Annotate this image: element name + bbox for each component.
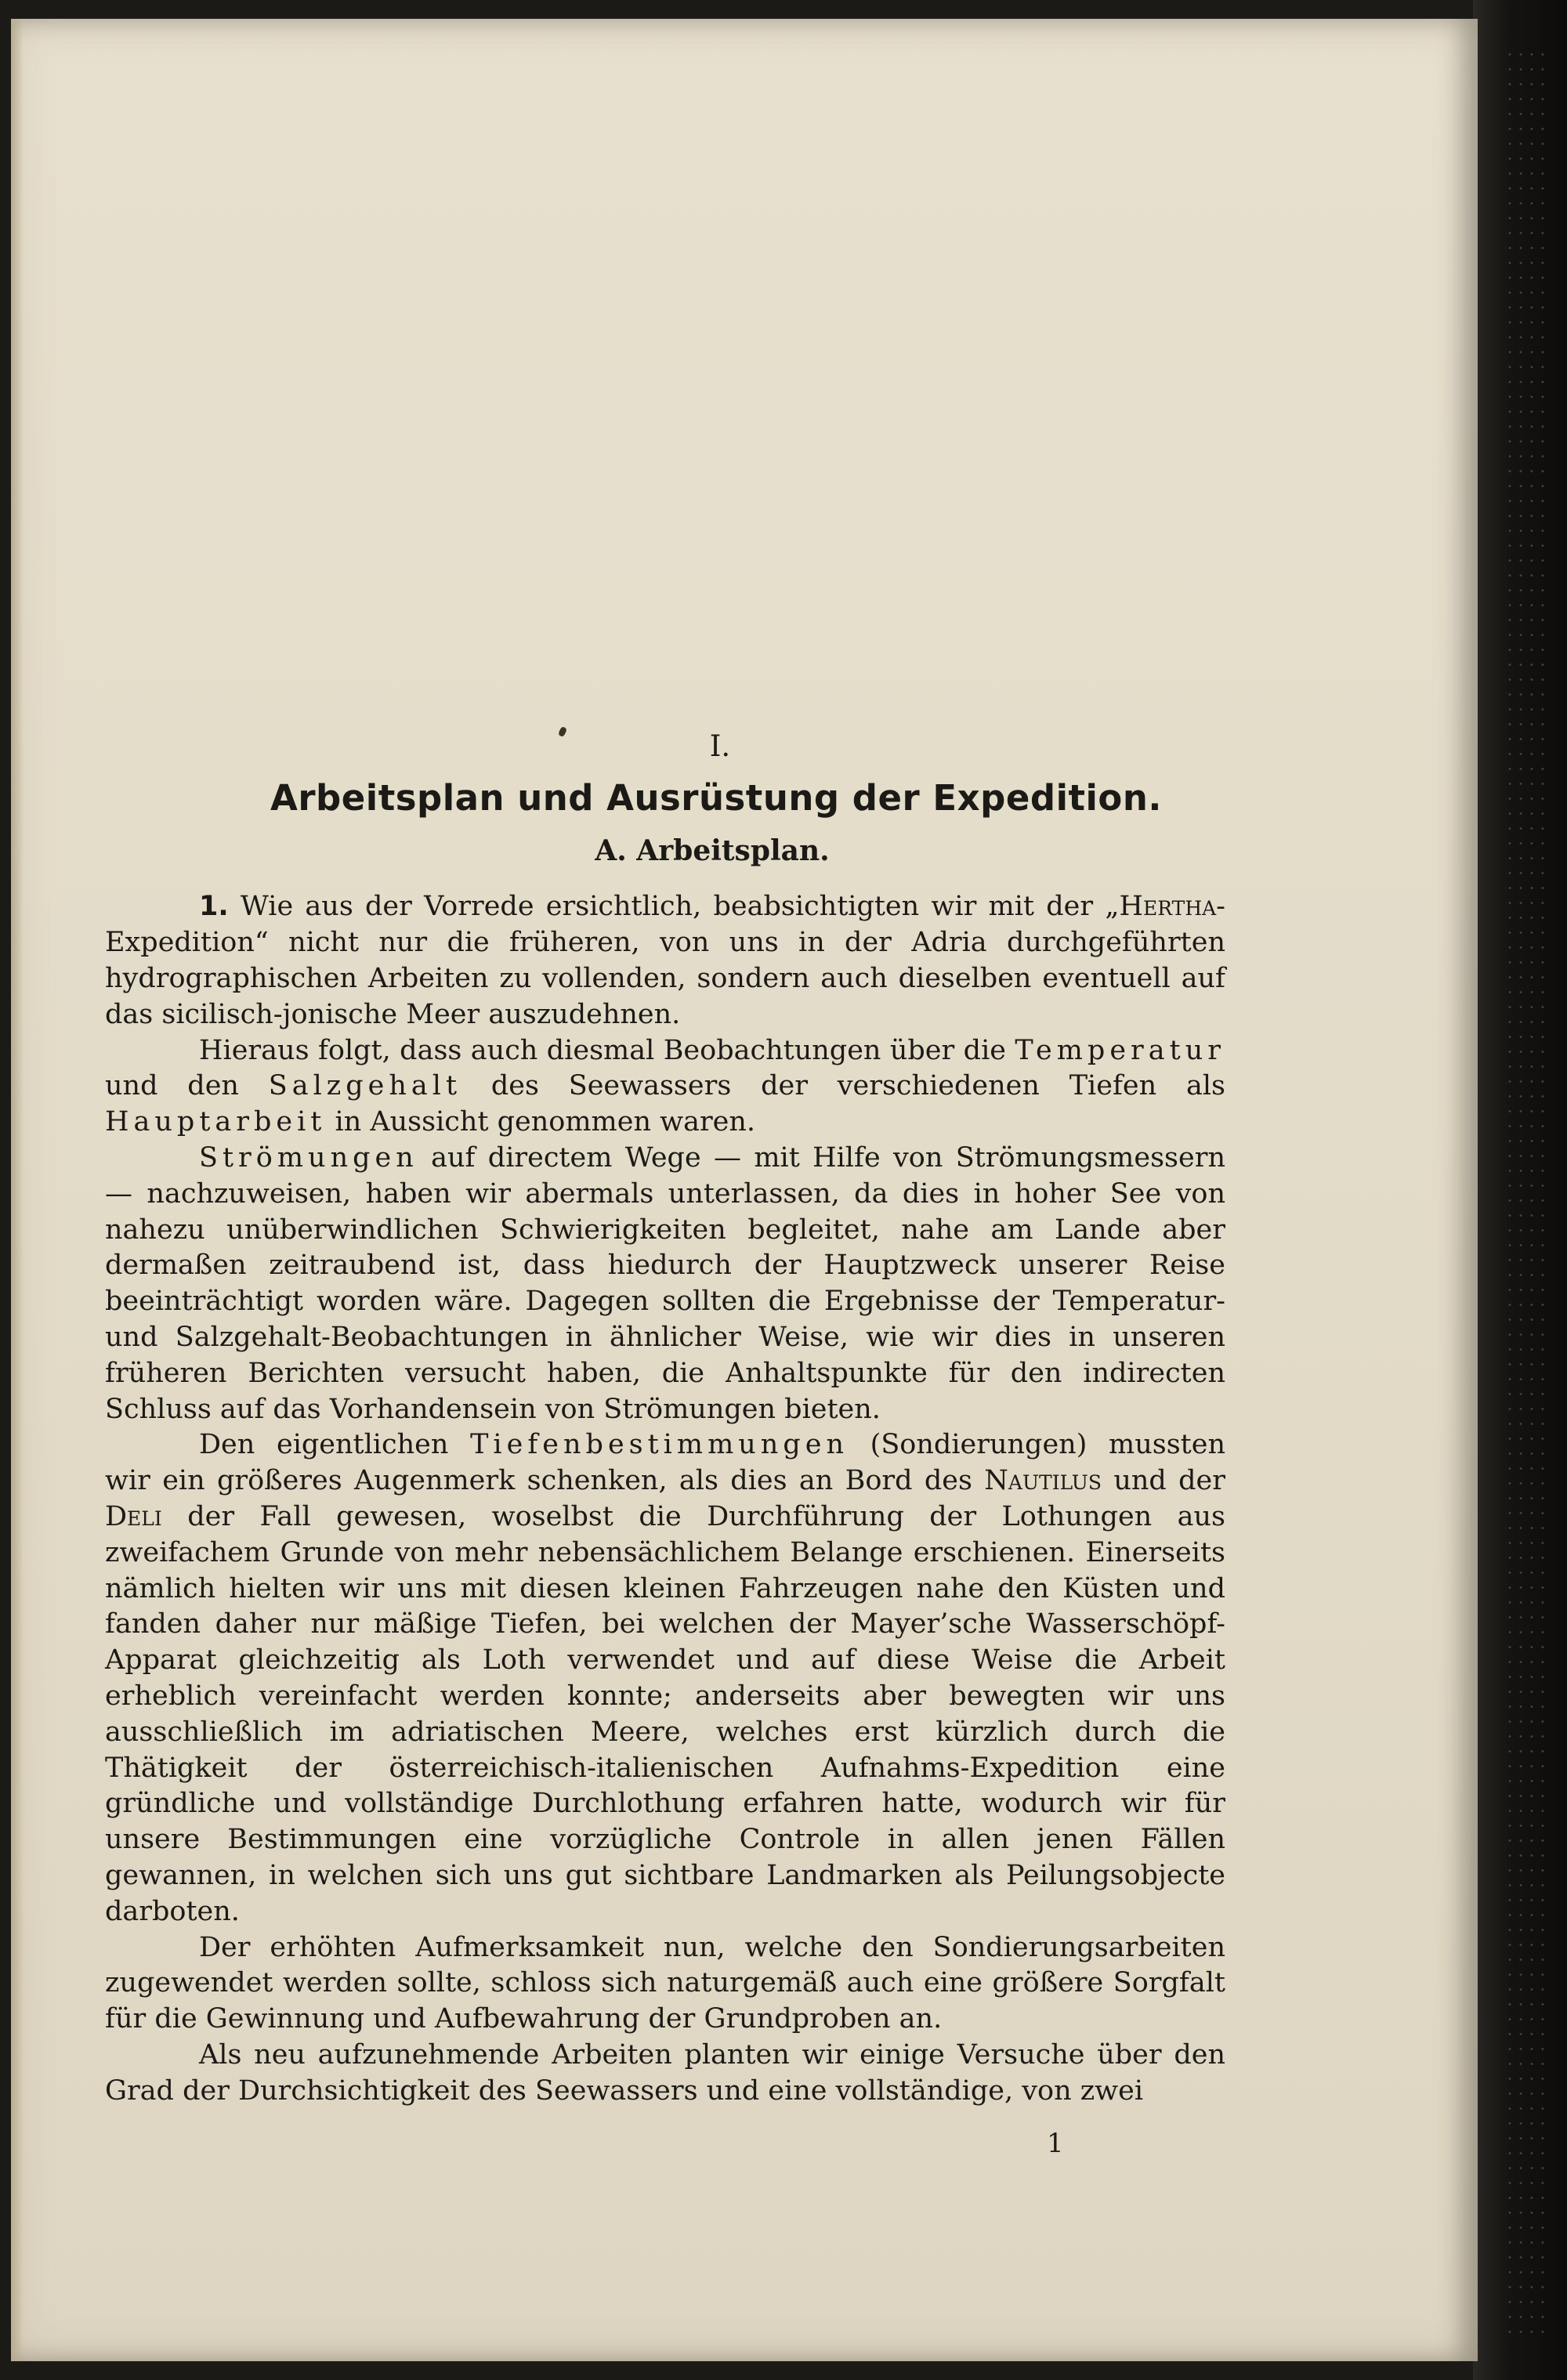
paragraph-4-text-b: (Sondierungen) mussten wir ein größeres Augenmerk schenken, als dies an Bord des	[105, 1429, 1225, 1497]
ship-name-nautilus: Nautilus	[984, 1465, 1102, 1497]
paragraph-2-text-c: des Seewassers der verschiedenen Tiefen als	[461, 1070, 1225, 1102]
emphasis-salzgehalt: Salzgehalt	[268, 1070, 462, 1102]
paragraph-2-text-a: Hieraus folgt, dass auch diesmal Beobachtungen über die	[199, 1034, 1015, 1066]
paragraph-1-text-b: -Expedition“ nicht nur die früheren, von uns in der Adria durchgeführten hydrographischen Arbeiten zu vollenden, sondern auch dieselben eventuell auf das sicilisch-jonische Meer auszudehnen.	[105, 891, 1225, 1030]
paragraph-2-text-d: in Aussicht genommen waren.	[326, 1106, 756, 1138]
ship-name-deli: Deli	[105, 1500, 162, 1532]
paragraph-2-text-b: und den	[105, 1070, 269, 1102]
paragraph-3	[105, 1141, 1225, 1427]
paragraph-1	[105, 889, 1225, 1033]
paragraph-6: Als neu aufzunehmende Arbeiten planten wir einige Versuche über den Grad der Durchsichtigkeit des Seewassers und eine vollständige, von zwei	[105, 2038, 1225, 2107]
page-body	[105, 729, 1225, 2109]
paragraph-2	[105, 1033, 1225, 1141]
emphasis-tiefenbestimmungen: Tiefenbestimmungen	[470, 1429, 849, 1461]
emphasis-temperatur: Temperatur	[1015, 1034, 1225, 1066]
section-title: A. Arbeitsplan.	[595, 834, 830, 867]
paragraph-4-text-a: Den eigentlichen	[199, 1429, 471, 1461]
page-gutter	[11, 19, 24, 2361]
paragraph-4-text-d: der Fall gewesen, woselbst die Durchführung der Lothungen aus zweifachem Grunde von mehr nebensächlichem Belange erschienen. Einerseits nämlich hielten wir uns mit diesen kleinen Fahrzeugen nahe den Küsten und fanden daher nur mäßige Tiefen, bei welchen der Mayer’sche Wasserschöpf-Apparat gleichzeitig als Loth verwendet und auf diese Weise die Arbeit erheblich vereinfacht werden konnte; anderseits aber bewegten wir uns ausschließlich im adriatischen Meere, welches erst kürzlich durch die Thätigkeit der österreichisch-italienischen Aufnahms-Expedition eine gründliche und vollständige Durchlothung erfahren hatte, wodurch wir für unsere Bestimmungen eine vorzügliche Controle in allen jenen Fällen gewannen, in welchen sich uns gut sichtbare Landmarken als Peilungsobjecte darboten.	[105, 1500, 1225, 1927]
page-number: 1	[1047, 2128, 1064, 2159]
emphasis-stroemungen: Strömungen	[199, 1141, 418, 1174]
chapter-number: I.	[709, 729, 731, 763]
cover-texture	[1504, 47, 1551, 2335]
paragraph-5: Der erhöhten Aufmerksamkeit nun, welche den Sondierungsarbeiten zugewendet werden sollte, schloss sich naturgemäß auch eine größere Sorgfalt für die Gewinnung und Aufbewahrung der Grundproben an.	[105, 1931, 1225, 2035]
paragraph-4-text-c: und der	[1102, 1465, 1225, 1497]
paragraph-4	[105, 1427, 1225, 1930]
emphasis-hauptarbeit: Hauptarbeit	[105, 1106, 327, 1138]
ship-name-hertha: Hertha	[1119, 891, 1217, 923]
paragraph-1-text-a: Wie aus der Vorrede ersichtlich, beabsichtigten wir mit der „	[228, 891, 1120, 923]
paragraph-number: 1.	[199, 891, 229, 923]
paragraph-3-text-a: auf directem Wege — mit Hilfe von Strömungsmessern — nachzuweisen, haben wir abermals unterlassen, da dies in hoher See von nahezu unüberwindlichen Schwierigkeiten begleitet, nahe am Lande aber dermaßen zeitraubend ist, dass hiedurch der Hauptzweck unserer Reise beeinträchtigt worden wäre. Dagegen sollten die Ergebnisse der Temperatur- und Salzgehalt-Beobachtungen in ähnlicher Weise, wie wir dies in unseren früheren Berichten versucht haben, die Anhaltspunkte für den indirecten Schluss auf das Vorhandensein von Strömungen bieten.	[105, 1141, 1225, 1425]
chapter-title: Arbeitsplan und Ausrüstung der Expedition.	[270, 776, 1162, 819]
